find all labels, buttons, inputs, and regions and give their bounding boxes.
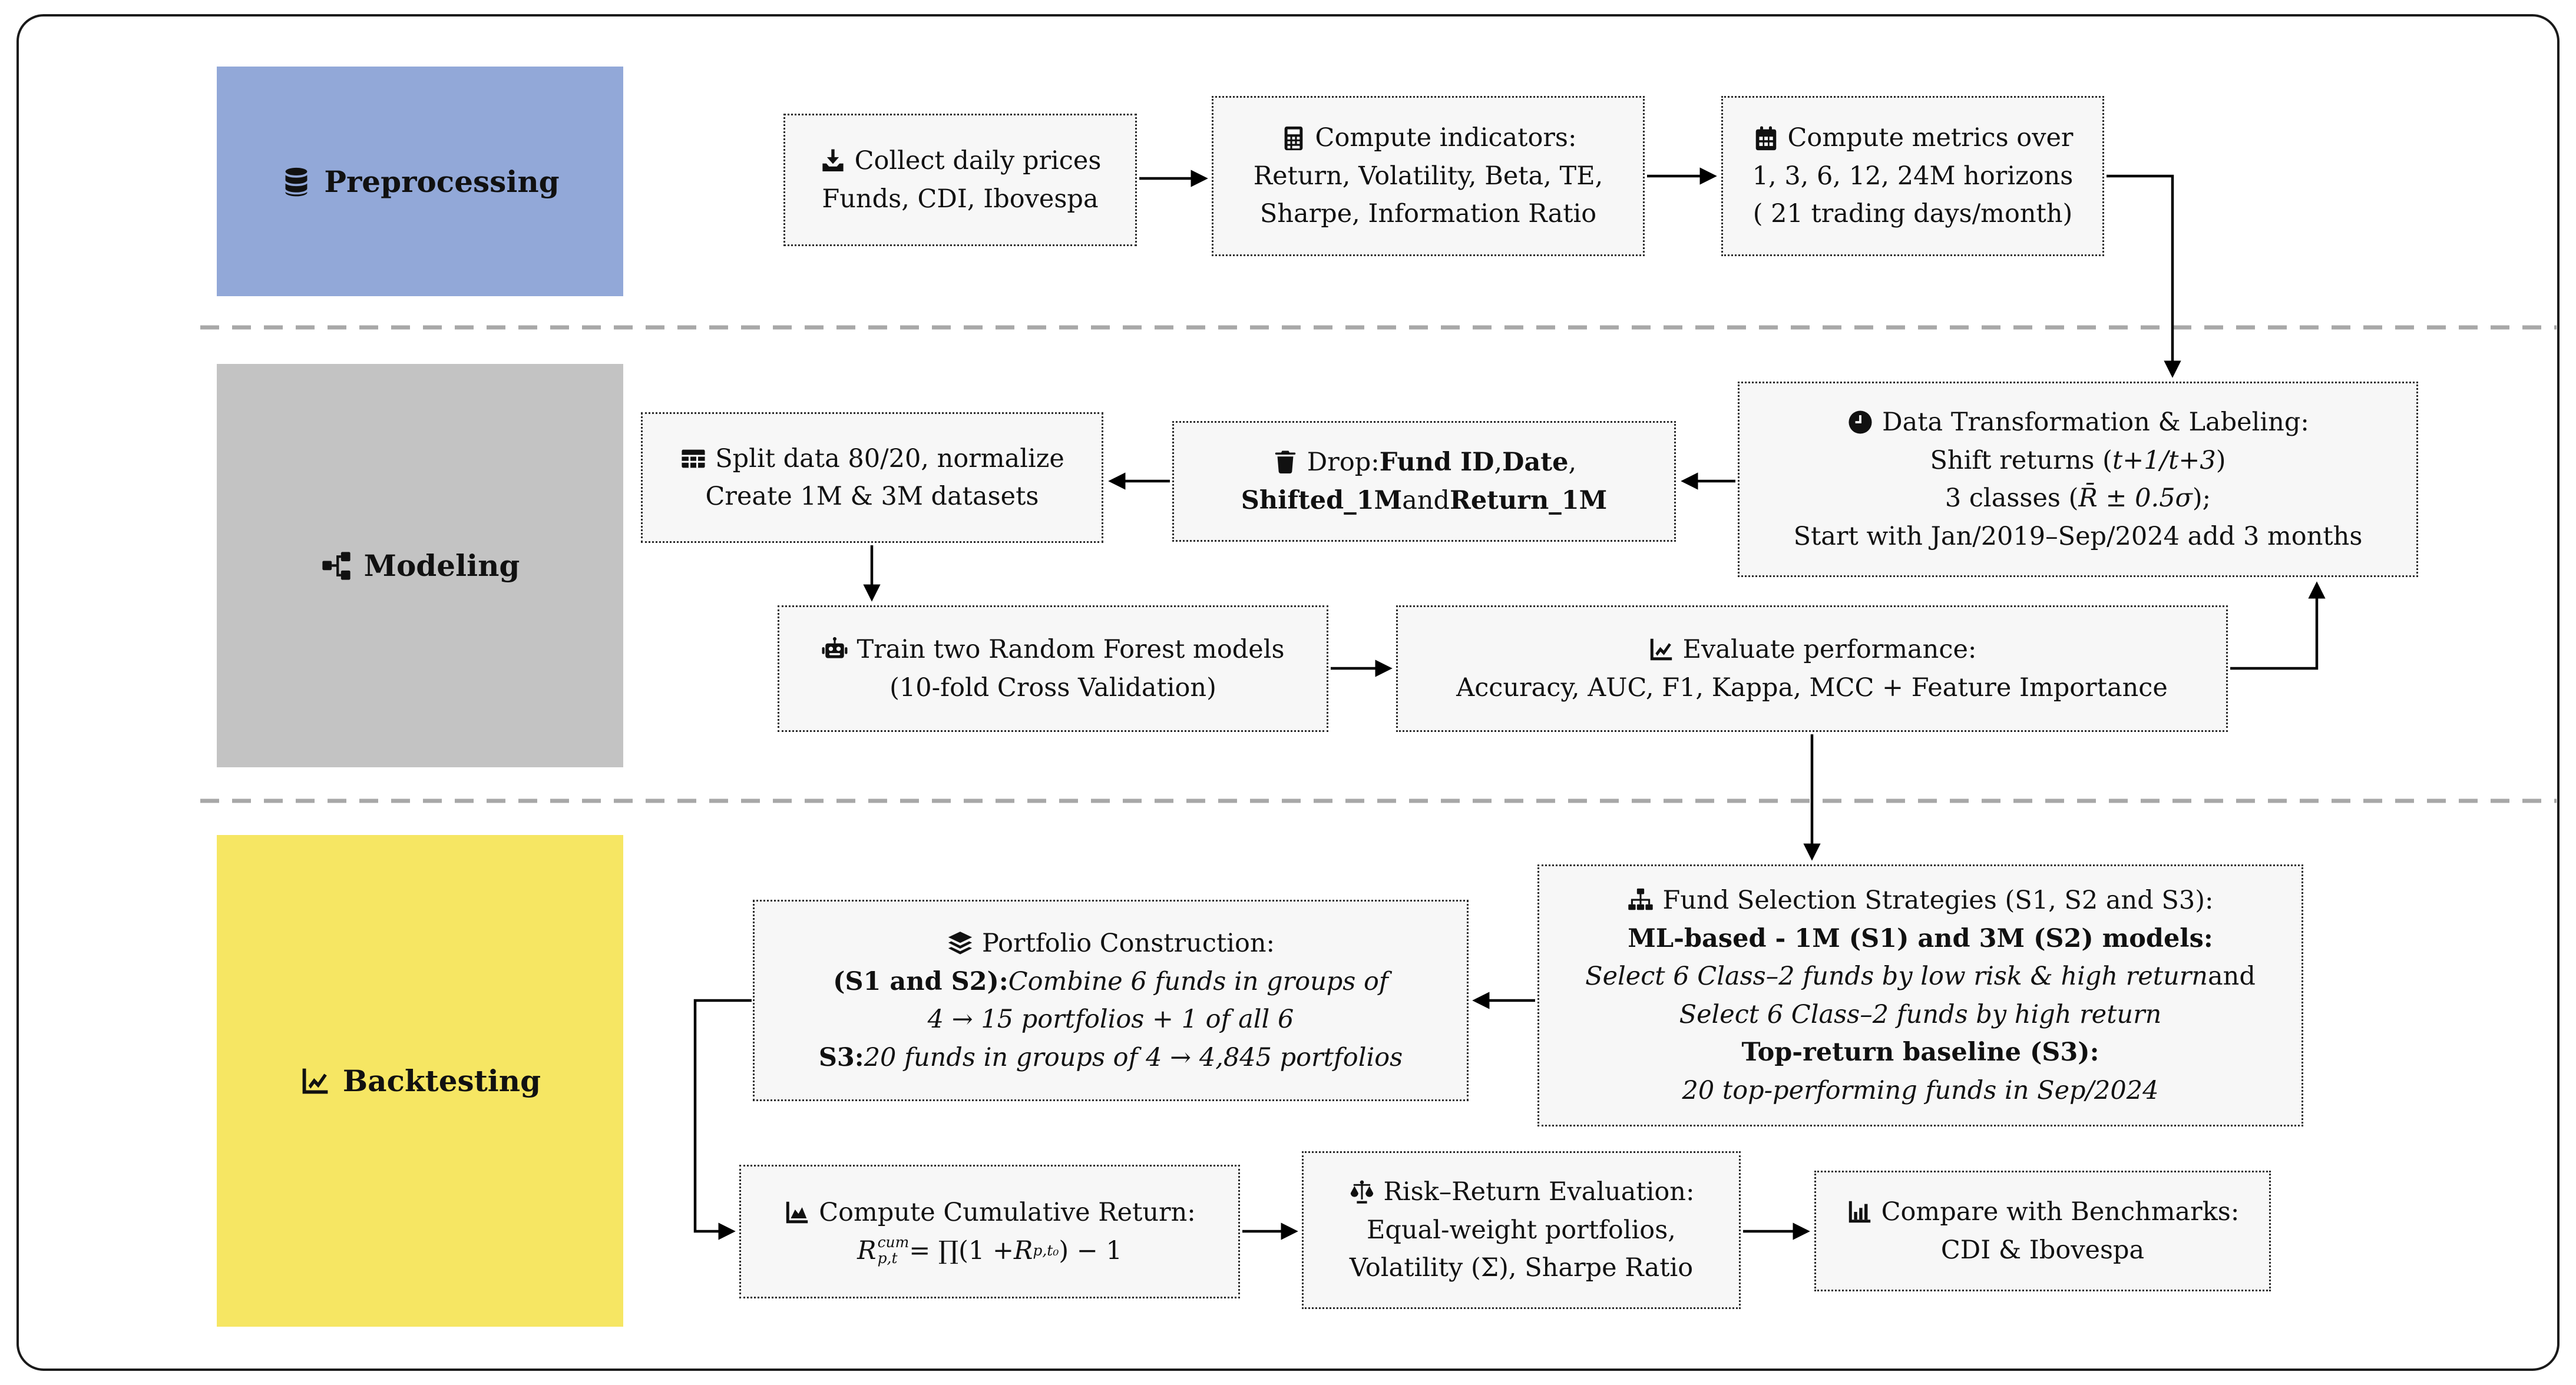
node-text: Compare with Benchmarks: bbox=[1881, 1197, 2240, 1227]
robot-icon bbox=[821, 636, 848, 663]
node-text-bold: Shifted_1M bbox=[1241, 485, 1403, 515]
node-text: 3 classes ( bbox=[1945, 483, 2079, 513]
node-line bbox=[1930, 442, 2226, 480]
node-text: Portfolio Construction: bbox=[981, 929, 1275, 958]
node-text-math: t+1/t+3 bbox=[2112, 445, 2216, 475]
cumulative-return-formula bbox=[857, 1232, 1122, 1270]
node-line bbox=[1752, 119, 2074, 157]
node-text-math: R̄ ± 0.5σ bbox=[2078, 483, 2193, 513]
node-text: Sharpe, Information Ratio bbox=[1259, 199, 1597, 229]
network-icon bbox=[320, 550, 352, 582]
balance-scale-icon bbox=[1348, 1179, 1375, 1206]
node-text: Accuracy, AUC, F1, Kappa, MCC + Feature Importance bbox=[1456, 672, 2168, 703]
node-text: Compute indicators: bbox=[1315, 123, 1577, 153]
node-line bbox=[1350, 1249, 1693, 1287]
node-text: Fund Selection Strategies (S1, S2 and S3): bbox=[1662, 886, 2214, 915]
formula-var: R bbox=[857, 1235, 877, 1265]
chart-line-icon bbox=[1648, 636, 1675, 663]
node-text: Shift returns ( bbox=[1930, 445, 2112, 475]
phase-preprocessing bbox=[217, 67, 623, 296]
phase-label: Preprocessing bbox=[324, 164, 560, 199]
node-data-transformation-labeling bbox=[1738, 382, 2418, 577]
node-collect-daily-prices bbox=[783, 114, 1137, 246]
node-text: Compute Cumulative Return: bbox=[819, 1198, 1196, 1227]
node-text: ( 21 trading days/month) bbox=[1752, 199, 2073, 229]
node-line bbox=[1272, 443, 1576, 482]
node-text: Split data 80/20, normalize bbox=[715, 443, 1064, 473]
node-text-bold: (S1 and S2): bbox=[833, 966, 1008, 996]
node-risk-return-evaluation bbox=[1302, 1151, 1741, 1309]
node-train-random-forest bbox=[778, 605, 1328, 732]
phase-label: Backtesting bbox=[342, 1063, 541, 1098]
formula-text: = ∏(1 + bbox=[909, 1235, 1014, 1265]
phase-modeling bbox=[217, 364, 623, 767]
node-line bbox=[889, 669, 1216, 707]
node-line bbox=[1941, 1231, 2144, 1270]
node-text: Collect daily prices bbox=[854, 146, 1102, 175]
formula-supsub bbox=[878, 1235, 910, 1267]
node-line bbox=[1627, 882, 2213, 920]
node-text-italic: 4 → 15 portfolios + 1 of all 6 bbox=[927, 1005, 1294, 1034]
download-icon bbox=[819, 147, 846, 174]
node-text: CDI & Ibovespa bbox=[1940, 1235, 2145, 1265]
node-text-bold: Fund ID bbox=[1379, 448, 1494, 477]
node-text: Return, Volatility, Beta, TE, bbox=[1253, 161, 1603, 191]
node-compute-metrics-horizons bbox=[1721, 96, 2104, 256]
trash-icon bbox=[1272, 449, 1299, 476]
node-text: Create 1M & 3M datasets bbox=[705, 482, 1039, 511]
formula-sub: p,t₀ bbox=[1033, 1242, 1059, 1260]
clock-icon bbox=[1847, 409, 1874, 436]
node-line bbox=[1456, 669, 2168, 707]
node-text-italic: 20 funds in groups of 4 → 4,845 portfolios bbox=[864, 1042, 1403, 1072]
node-compare-benchmarks bbox=[1814, 1171, 2271, 1291]
node-evaluate-performance bbox=[1396, 605, 2228, 732]
node-line bbox=[1648, 631, 1977, 669]
node-text: Compute metrics over bbox=[1787, 123, 2074, 153]
phase-backtesting bbox=[217, 835, 623, 1327]
node-text: Funds, CDI, Ibovespa bbox=[822, 184, 1099, 214]
formula-var: R bbox=[1014, 1235, 1033, 1265]
node-line bbox=[1742, 1033, 2099, 1072]
calculator-icon bbox=[1280, 125, 1307, 152]
node-text: (10-fold Cross Validation) bbox=[889, 672, 1216, 703]
formula-sup: cum bbox=[877, 1233, 910, 1251]
arrow-metrics-to-transform bbox=[2107, 176, 2172, 373]
node-line bbox=[1348, 1173, 1695, 1211]
node-text-bold: ML-based - 1M (S1) and 3M (S2) models: bbox=[1628, 923, 2213, 953]
node-line bbox=[1679, 996, 2162, 1034]
node-portfolio-construction bbox=[753, 900, 1469, 1101]
node-line bbox=[821, 631, 1284, 669]
node-line bbox=[1280, 119, 1577, 157]
node-text: Equal-weight portfolios, bbox=[1367, 1215, 1676, 1245]
database-icon bbox=[280, 165, 312, 197]
node-text: Drop: bbox=[1307, 448, 1380, 477]
node-line bbox=[833, 963, 1388, 1001]
node-text-bold: Top-return baseline (S3): bbox=[1741, 1038, 2099, 1067]
node-line bbox=[1260, 195, 1596, 233]
node-text-bold: S3: bbox=[818, 1042, 864, 1072]
node-text: Volatility (Σ), Sharpe Ratio bbox=[1349, 1253, 1694, 1283]
node-line bbox=[947, 925, 1275, 963]
node-line bbox=[1846, 1193, 2240, 1231]
node-text: Start with Jan/2019–Sep/2024 add 3 months bbox=[1793, 521, 2363, 551]
node-text: and bbox=[2208, 962, 2256, 991]
node-text: , bbox=[1494, 448, 1503, 477]
node-line bbox=[1628, 920, 2213, 958]
node-text-italic: Select 6 Class–2 funds by high return bbox=[1679, 999, 2162, 1029]
node-line bbox=[819, 142, 1102, 180]
node-text: Train two Random Forest models bbox=[857, 635, 1285, 664]
node-line bbox=[680, 440, 1064, 478]
node-text-italic: Combine 6 funds in groups of bbox=[1008, 966, 1388, 996]
node-line bbox=[706, 478, 1039, 516]
node-line bbox=[1794, 518, 2363, 556]
node-text-italic: 20 top-performing funds in Sep/2024 bbox=[1682, 1075, 2159, 1105]
node-line bbox=[1367, 1211, 1676, 1250]
node-line bbox=[928, 1000, 1294, 1039]
node-line bbox=[1945, 479, 2211, 518]
arrow-evaluate-to-transform-loop bbox=[2230, 587, 2317, 668]
chart-line-icon bbox=[299, 1065, 331, 1097]
node-text: Data Transformation & Labeling: bbox=[1882, 407, 2309, 437]
node-line bbox=[1585, 957, 2256, 996]
node-line bbox=[1241, 482, 1607, 520]
node-text: and bbox=[1402, 485, 1450, 515]
node-split-data bbox=[641, 412, 1103, 543]
node-compute-indicators bbox=[1212, 96, 1645, 256]
calendar-icon bbox=[1752, 125, 1780, 152]
node-drop-columns bbox=[1172, 421, 1676, 542]
node-line bbox=[1752, 157, 2074, 196]
formula-text: ) − 1 bbox=[1059, 1235, 1122, 1265]
node-text: ) bbox=[2215, 445, 2226, 475]
formula-sub: p,t bbox=[877, 1249, 898, 1267]
sitemap-icon bbox=[1627, 887, 1654, 914]
node-text: ); bbox=[2192, 483, 2211, 513]
node-text: , bbox=[1568, 448, 1577, 477]
area-chart-icon bbox=[783, 1199, 811, 1226]
node-line bbox=[819, 1039, 1403, 1077]
node-line bbox=[822, 180, 1098, 218]
node-text: 1, 3, 6, 12, 24M horizons bbox=[1752, 161, 2074, 191]
node-line bbox=[1254, 157, 1603, 196]
node-text-italic: Select 6 Class–2 funds by low risk & high return bbox=[1585, 962, 2208, 991]
phase-label: Modeling bbox=[363, 548, 520, 583]
node-fund-selection-strategies bbox=[1537, 864, 2303, 1126]
node-line bbox=[783, 1194, 1196, 1232]
table-icon bbox=[680, 445, 707, 472]
node-text: Risk–Return Evaluation: bbox=[1383, 1177, 1695, 1207]
bar-chart-icon bbox=[1846, 1198, 1873, 1225]
node-text-bold: Return_1M bbox=[1450, 485, 1608, 515]
node-compute-cumulative-return bbox=[739, 1165, 1240, 1298]
layers-icon bbox=[947, 930, 974, 957]
node-text: Evaluate performance: bbox=[1682, 635, 1977, 664]
node-text-bold: Date bbox=[1502, 448, 1569, 477]
node-line bbox=[1682, 1072, 2159, 1110]
node-line bbox=[1847, 403, 2309, 442]
node-line bbox=[1753, 195, 2073, 233]
